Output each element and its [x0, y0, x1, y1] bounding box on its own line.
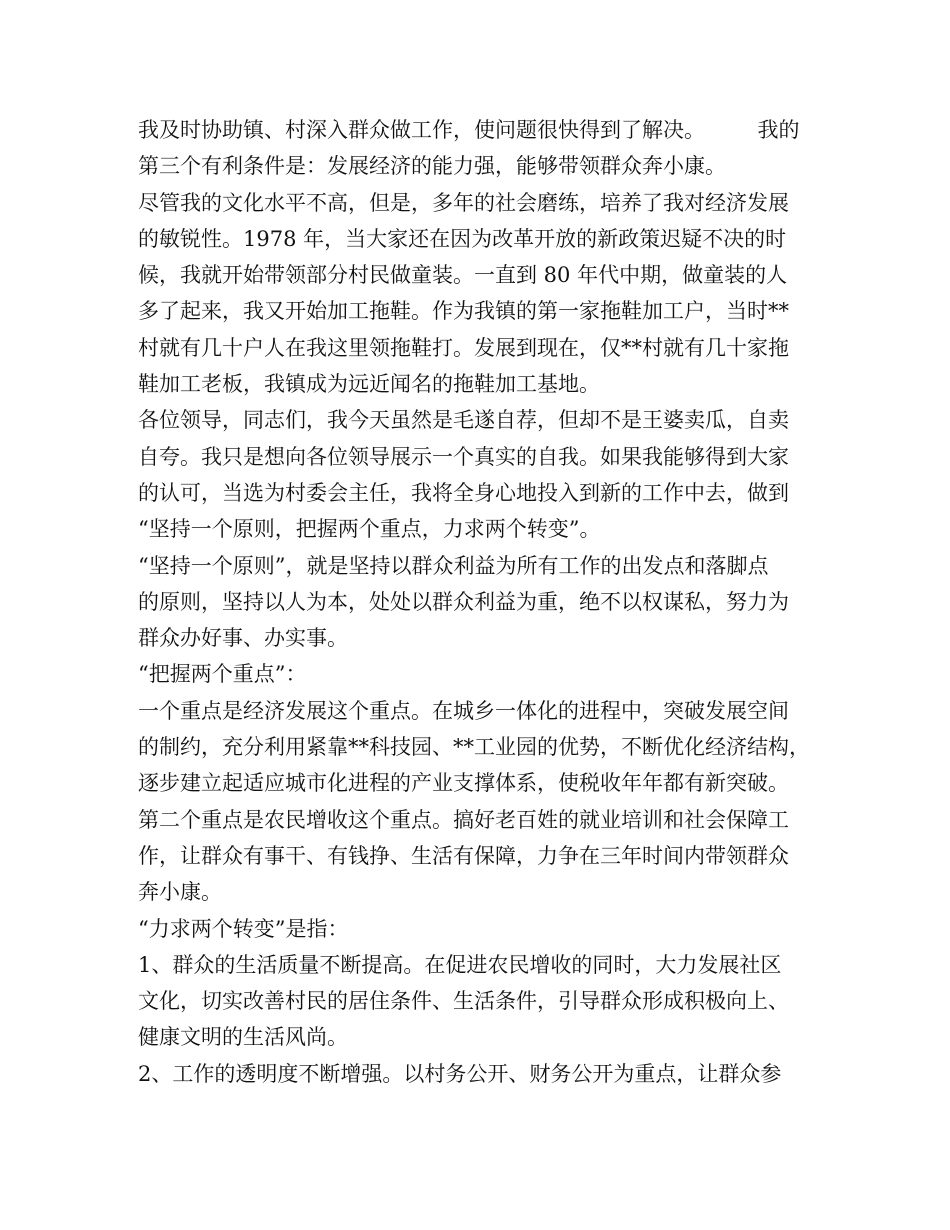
text-line: 的认可，当选为村委会主任，我将全身心地投入到新的工作中去，做到: [138, 480, 789, 505]
text-line: 一个重点是经济发展这个重点。在城乡一体化的进程中，突破发展空间: [138, 698, 789, 723]
text-line: 多了起来，我又开始加工拖鞋。作为我镇的第一家拖鞋加工户，当时**: [138, 299, 789, 324]
text-line: 鞋加工老板，我镇成为远近闻名的拖鞋加工基地。: [138, 372, 600, 397]
text-line: 自夸。我只是想向各位领导展示一个真实的自我。如果我能够得到大家: [138, 444, 789, 469]
text-line: “坚持一个原则”，就是坚持以群众利益为所有工作的出发点和落脚点: [138, 553, 769, 578]
text-line: 1、群众的生活质量不断提高。在促进农民增收的同时，大力发展社区: [138, 952, 782, 977]
text-line: 候，我就开始带领部分村民做童装。一直到 80 年代中期，做童装的人: [138, 263, 788, 288]
body-text: [138, 112, 828, 1092]
text-line: 逐步建立起适应城市化进程的产业支撑体系，使税收年年都有新突破。: [138, 771, 789, 796]
text-line: 各位领导，同志们，我今天虽然是毛遂自荐，但却不是王婆卖瓜，自卖: [138, 408, 789, 433]
text-line: 文化，切实改善村民的居住条件、生活条件，引导群众形成积极向上、: [138, 989, 789, 1014]
text-line: 的制约，充分利用紧靠**科技园、**工业园的优势，不断优化经济结构，: [138, 735, 810, 760]
text-line: 奔小康。: [138, 880, 222, 905]
text-line: 2、工作的透明度不断增强。以村务公开、财务公开为重点，让群众参: [138, 1061, 782, 1086]
text-line: 村就有几十户人在我这里领拖鞋打。发展到现在，仅**村就有几十家拖: [138, 335, 789, 360]
text-line: 尽管我的文化水平不高，但是，多年的社会磨练，培养了我对经济发展: [138, 190, 789, 215]
text-line: 第三个有利条件是：发展经济的能力强，能够带领群众奔小康。: [138, 154, 726, 179]
text-line: 的原则，坚持以人为本，处处以群众利益为重，绝不以权谋私，努力为: [138, 589, 789, 614]
text-line: 第二个重点是农民增收这个重点。搞好老百姓的就业培训和社会保障工: [138, 807, 789, 832]
text-line: “力求两个转变”是指：: [138, 916, 349, 941]
text-line: “坚持一个原则，把握两个重点，力求两个转变”。: [138, 517, 601, 542]
text-line: 我及时协助镇、村深入群众做工作，使问题很快得到了解决。 我的: [138, 118, 800, 142]
text-line: 作，让群众有事干、有钱挣、生活有保障，力争在三年时间内带领群众: [138, 843, 789, 868]
text-line: 群众办好事、办实事。: [138, 626, 348, 651]
text-line: 的敏锐性。1978 年，当大家还在因为改革开放的新政策迟疑不决的时: [138, 226, 787, 251]
text-line: 健康文明的生活风尚。: [138, 1025, 348, 1050]
text-line: “把握两个重点”：: [138, 662, 307, 687]
